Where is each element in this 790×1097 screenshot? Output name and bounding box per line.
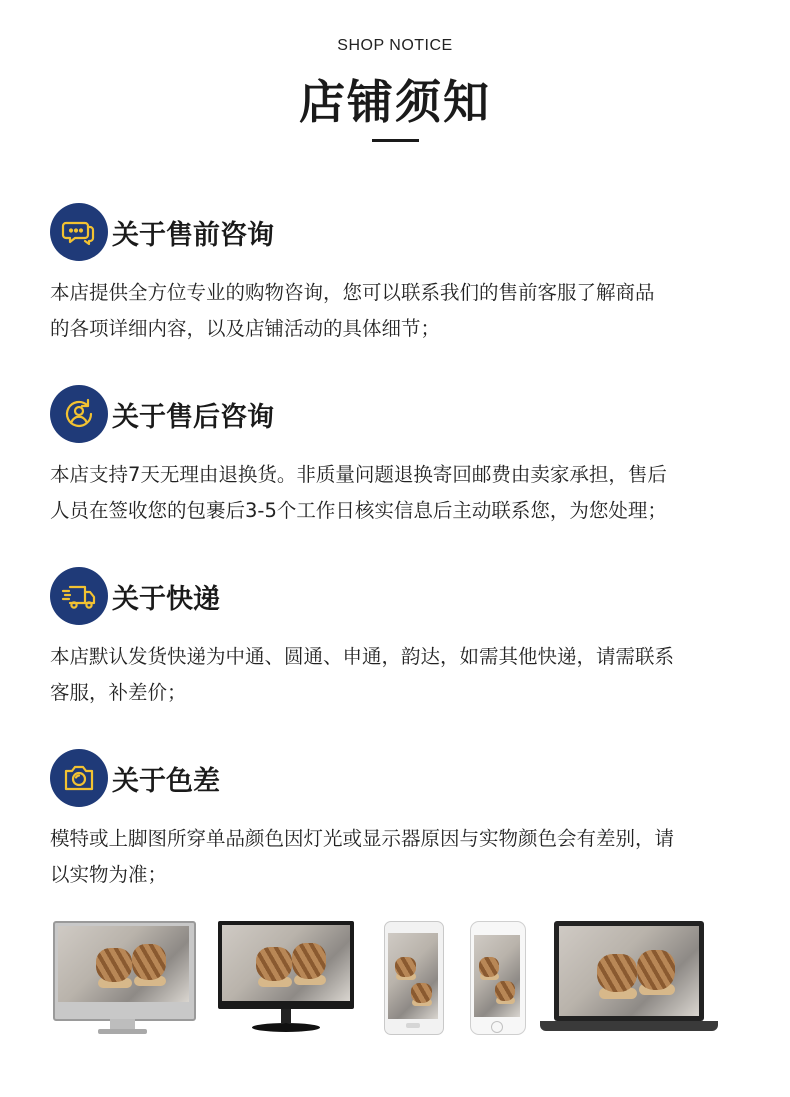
section-title: 关于快递 <box>112 584 220 615</box>
monitor-image <box>218 921 356 1039</box>
section-text-line: 的各项详细内容，以及店铺活动的具体细节； <box>50 317 441 340</box>
after-sales-user-icon <box>50 385 108 443</box>
section-text-line: 本店提供全方位专业的购物咨询，您可以联系我们的售前客服了解商品 <box>50 281 655 304</box>
section-text-line: 本店默认发货快递为中通、圆通、申通，韵达，如需其他快递，请需联系 <box>50 645 675 668</box>
section-presale <box>50 203 750 347</box>
section-text-line: 以实物为准； <box>50 863 168 886</box>
page-title: 店铺须知 <box>299 75 491 129</box>
section-text-line: 人员在签收您的包裹后3-5个工作日核实信息后主动联系您，为您处理； <box>50 499 667 522</box>
delivery-truck-icon <box>50 567 108 625</box>
android-phone-image <box>384 921 444 1036</box>
devices-illustration <box>50 915 740 1040</box>
section-text-line: 本店支持7天无理由退换货。非质量问题退换寄回邮费由卖家承担，售后 <box>50 463 667 486</box>
chat-bubbles-icon <box>50 203 108 261</box>
section-color-difference <box>50 749 750 893</box>
title-underline <box>372 139 419 142</box>
imac-image <box>50 915 195 1037</box>
section-title: 关于售后咨询 <box>112 402 274 433</box>
section-text-line: 客服，补差价； <box>50 681 187 704</box>
section-title: 关于售前咨询 <box>112 220 274 251</box>
laptop-image <box>540 921 720 1036</box>
section-delivery <box>50 567 750 711</box>
shop-notice-eyebrow: SHOP NOTICE <box>337 37 453 54</box>
camera-icon <box>50 749 108 807</box>
section-title: 关于色差 <box>112 766 220 797</box>
section-text-line: 模特或上脚图所穿单品颜色因灯光或显示器原因与实物颜色会有差别，请 <box>50 827 675 850</box>
iphone-image <box>470 921 526 1036</box>
section-aftersale <box>50 385 750 529</box>
